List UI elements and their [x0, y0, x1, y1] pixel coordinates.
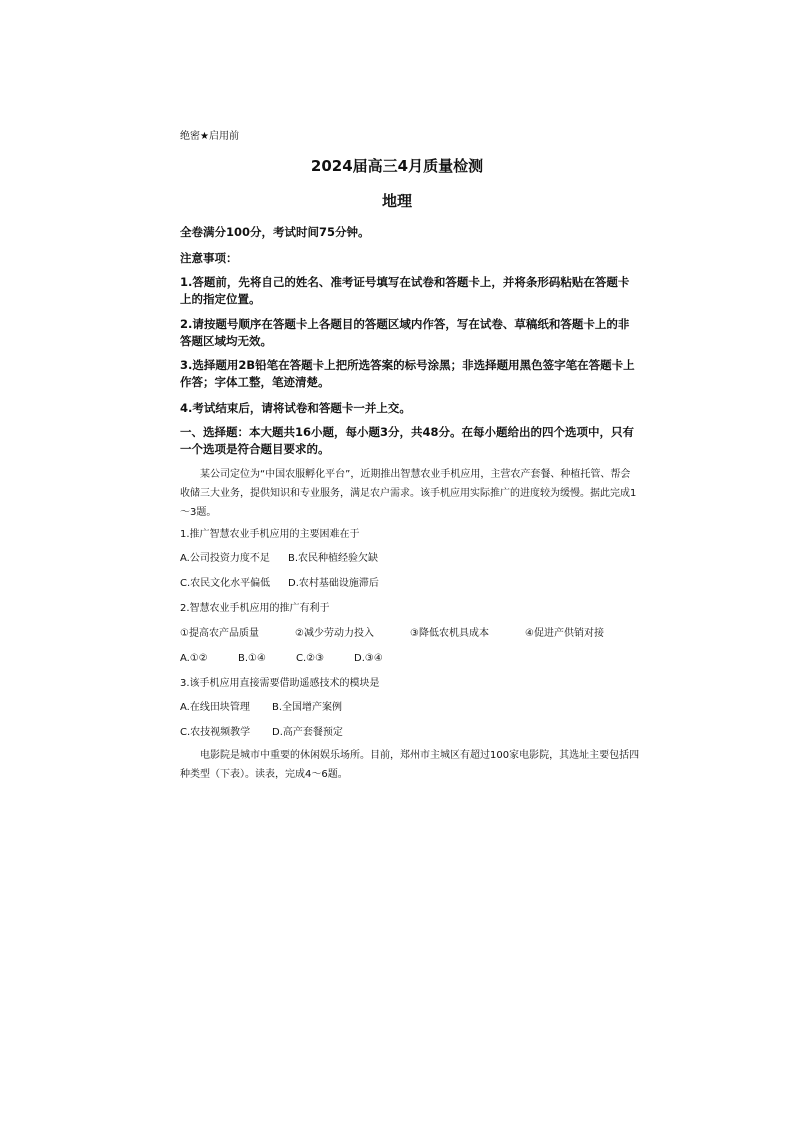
question-stem: 1.推广智慧农业手机应用的主要困难在于 — [180, 529, 360, 540]
choice-item: ①提高农产品质量 — [180, 628, 259, 639]
reading-passage: 电影院是城市中重要的休闲娱乐场所。目前，郑州市主城区有超过100家电影院，其选址主要包括四种类型（下表）。读表，完成4～6题。 — [180, 750, 640, 780]
option: C.农民文化水平偏低 — [180, 578, 271, 589]
choice-item: ②减少劳动力投入 — [295, 628, 374, 639]
option: B.全国增产案例 — [272, 702, 343, 713]
subject-title: 地理 — [381, 192, 412, 210]
reading-passage: 某公司定位为“中国农服孵化平台”，近期推出智慧农业手机应用，主营农产套餐、种植托管、帮会收储三大业务，提供知识和专业服务，满足农户需求。该手机应用实际推广的进度较为缓慢。据此完成1～3题。 — [180, 469, 637, 518]
option: B.农民种植经验欠缺 — [288, 553, 379, 564]
choice-item: ④促进产供销对接 — [525, 628, 604, 639]
option-row — [180, 651, 383, 667]
note-item: 4.考试结束后，请将试卷和答题卡一并上交。 — [180, 401, 411, 415]
option-row — [180, 551, 378, 567]
option: A.在线田块管理 — [180, 702, 250, 713]
note-item: 3.选择题用2B铅笔在答题卡上把所选答案的标号涂黑；非选择题用黑色签字笔在答题卡上作答；字体工整，笔迹清楚。 — [180, 358, 635, 389]
option: D.农村基础设施滞后 — [288, 578, 379, 589]
section-heading: 一、选择题：本大题共16小题，每小题3分，共48分。在每小题给出的四个选项中，只有一个选项是符合题目要求的。 — [180, 425, 635, 456]
score-time-note: 全卷满分100分，考试时间75分钟。 — [180, 225, 370, 239]
option: D.③④ — [354, 653, 383, 664]
exam-title: 2024届高三4月质量检测 — [310, 157, 484, 175]
question-stem: 3.该手机应用直接需要借助遥感技术的模块是 — [180, 678, 380, 689]
option: A.公司投资力度不足 — [180, 553, 270, 564]
confidential-label: 绝密★启用前 — [180, 131, 239, 142]
item-row — [180, 626, 604, 642]
note-item: 2.请按题号顺序在答题卡上各题目的答题区域内作答，写在试卷、草稿纸和答题卡上的非答题区域均无效。 — [180, 317, 630, 348]
question-stem: 2.智慧农业手机应用的推广有利于 — [180, 603, 330, 614]
option-row — [180, 576, 379, 592]
choice-item: ③降低农机具成本 — [410, 628, 489, 639]
option-row — [180, 700, 342, 716]
note-item: 1.答题前，先将自己的姓名、准考证号填写在试卷和答题卡上，并将条形码粘贴在答题卡上的指定位置。 — [180, 275, 630, 306]
option: C.农技视频教学 — [180, 727, 251, 738]
option: A.①② — [180, 653, 208, 664]
option: D.高产套餐预定 — [272, 727, 343, 738]
notes-heading: 注意事项： — [180, 251, 238, 265]
option-row — [180, 725, 343, 741]
option: C.②③ — [296, 653, 325, 664]
option: B.①④ — [238, 653, 266, 664]
